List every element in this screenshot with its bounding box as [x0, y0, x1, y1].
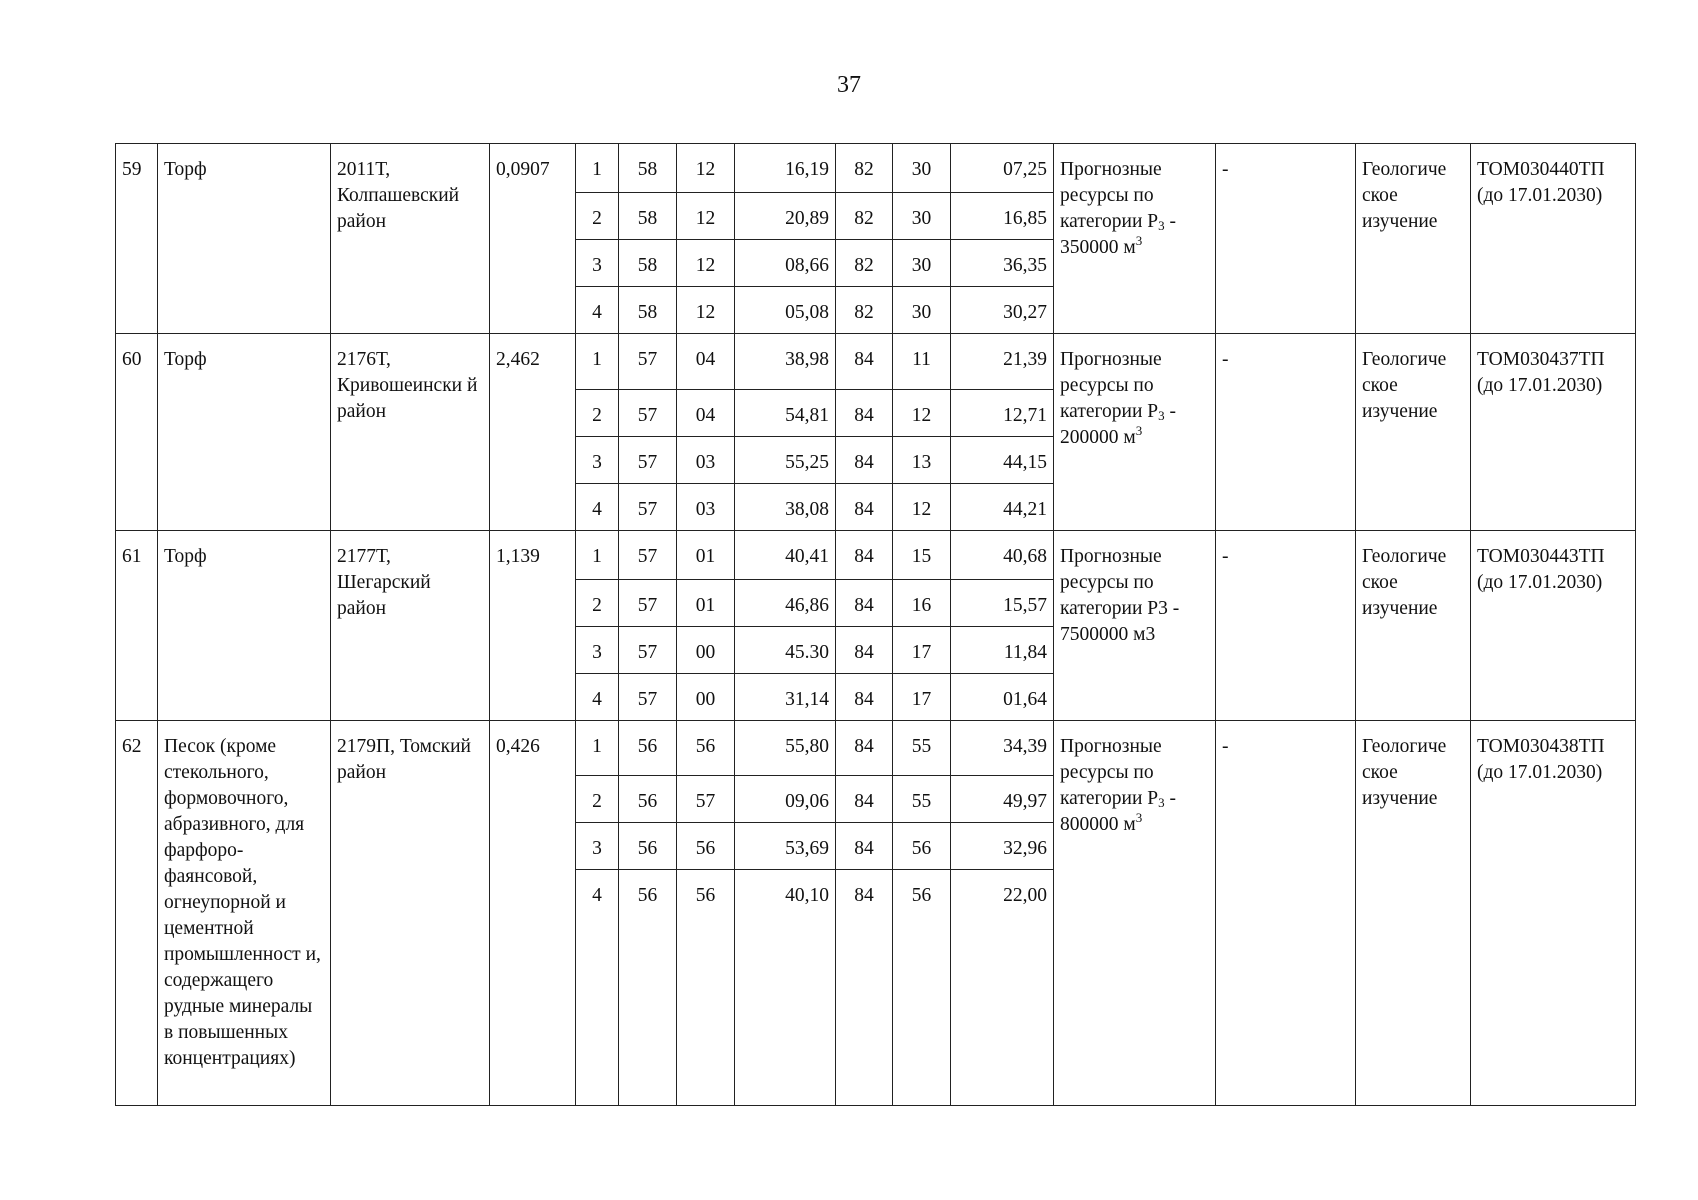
unit-superscript: 3 [1135, 233, 1143, 248]
coord-point: 2 [576, 776, 619, 823]
resources-amount: - 350000 м [1060, 211, 1176, 258]
lon-seconds: 34,39 [951, 721, 1054, 776]
lon-degrees: 84 [836, 580, 893, 627]
coord-point: 4 [576, 287, 619, 334]
lat-degrees: 56 [619, 721, 677, 776]
lat-seconds: 05,08 [735, 287, 836, 334]
lon-seconds: 30,27 [951, 287, 1054, 334]
lat-minutes: 00 [677, 627, 735, 674]
lon-seconds: 15,57 [951, 580, 1054, 627]
category-subscript: 3 [1158, 218, 1165, 233]
coord-point: 3 [576, 823, 619, 870]
lon-degrees: 84 [836, 870, 893, 1106]
lon-seconds: 32,96 [951, 823, 1054, 870]
lon-minutes: 17 [893, 674, 951, 721]
lon-degrees: 84 [836, 390, 893, 437]
license-cell: ТОМ030443ТП (до 17.01.2030) [1471, 531, 1636, 721]
lon-minutes: 17 [893, 627, 951, 674]
site-cell: 2176Т, Кривошеински й район [331, 334, 490, 531]
license-cell: ТОМ030438ТП (до 17.01.2030) [1471, 721, 1636, 1106]
lat-minutes: 00 [677, 674, 735, 721]
lat-minutes: 12 [677, 287, 735, 334]
lat-seconds: 40,10 [735, 870, 836, 1106]
coord-point: 4 [576, 870, 619, 1106]
coord-point: 1 [576, 334, 619, 390]
site-cell: 2011Т, Колпашевский район [331, 144, 490, 334]
lat-seconds: 38,98 [735, 334, 836, 390]
lon-minutes: 12 [893, 484, 951, 531]
lat-minutes: 57 [677, 776, 735, 823]
lon-minutes: 56 [893, 870, 951, 1106]
lat-minutes: 03 [677, 484, 735, 531]
lon-minutes: 16 [893, 580, 951, 627]
purpose-cell: Геологиче ское изучение [1356, 334, 1471, 531]
mineral-cell: Торф [158, 334, 331, 531]
mineral-cell: Торф [158, 531, 331, 721]
table-row [116, 531, 1636, 580]
reserves-cell: - [1216, 531, 1356, 721]
lon-minutes: 56 [893, 823, 951, 870]
coord-point: 3 [576, 627, 619, 674]
resources-cell [1054, 334, 1216, 531]
category-subscript: 3 [1158, 408, 1165, 423]
lon-seconds: 12,71 [951, 390, 1054, 437]
lon-degrees: 82 [836, 287, 893, 334]
coord-point: 1 [576, 721, 619, 776]
reserves-cell: - [1216, 334, 1356, 531]
lat-minutes: 03 [677, 437, 735, 484]
lon-minutes: 30 [893, 287, 951, 334]
lat-seconds: 53,69 [735, 823, 836, 870]
area-cell: 2,462 [490, 334, 576, 531]
page-number: 37 [837, 72, 861, 98]
lat-seconds: 54,81 [735, 390, 836, 437]
lon-minutes: 55 [893, 776, 951, 823]
resources-cell [1054, 721, 1216, 1106]
area-cell: 0,426 [490, 721, 576, 1106]
resources-text: Прогнозные ресурсы по категории Р [1060, 159, 1162, 232]
lat-minutes: 04 [677, 390, 735, 437]
area-cell: 1,139 [490, 531, 576, 721]
lat-minutes: 12 [677, 240, 735, 287]
lon-minutes: 30 [893, 193, 951, 240]
lat-degrees: 57 [619, 531, 677, 580]
lon-degrees: 84 [836, 823, 893, 870]
lon-minutes: 30 [893, 240, 951, 287]
reserves-cell: - [1216, 144, 1356, 334]
resources-cell [1054, 144, 1216, 334]
lat-minutes: 04 [677, 334, 735, 390]
lon-seconds: 21,39 [951, 334, 1054, 390]
lon-minutes: 15 [893, 531, 951, 580]
lat-seconds: 31,14 [735, 674, 836, 721]
lat-degrees: 56 [619, 823, 677, 870]
lon-seconds: 44,15 [951, 437, 1054, 484]
lat-seconds: 45.30 [735, 627, 836, 674]
lon-minutes: 12 [893, 390, 951, 437]
lat-degrees: 58 [619, 193, 677, 240]
table-row [116, 721, 1636, 776]
lat-minutes: 01 [677, 580, 735, 627]
lon-degrees: 84 [836, 484, 893, 531]
resources-text: Прогнозные ресурсы по категории Р [1060, 349, 1162, 422]
lat-degrees: 58 [619, 287, 677, 334]
row-number: 60 [116, 334, 158, 531]
reserves-cell: - [1216, 721, 1356, 1106]
lat-degrees: 57 [619, 390, 677, 437]
lat-minutes: 56 [677, 721, 735, 776]
lat-degrees: 58 [619, 144, 677, 193]
lon-seconds: 36,35 [951, 240, 1054, 287]
lon-seconds: 11,84 [951, 627, 1054, 674]
lon-seconds: 49,97 [951, 776, 1054, 823]
row-number: 59 [116, 144, 158, 334]
lat-seconds: 20,89 [735, 193, 836, 240]
site-cell: 2179П, Томский район [331, 721, 490, 1106]
lat-degrees: 57 [619, 627, 677, 674]
table-row [116, 334, 1636, 390]
lon-degrees: 82 [836, 144, 893, 193]
table-row [116, 144, 1636, 193]
lon-degrees: 84 [836, 334, 893, 390]
lat-seconds: 46,86 [735, 580, 836, 627]
lon-degrees: 84 [836, 437, 893, 484]
lon-degrees: 84 [836, 627, 893, 674]
site-cell: 2177Т, Шегарский район [331, 531, 490, 721]
purpose-cell: Геологиче ское изучение [1356, 144, 1471, 334]
coord-point: 4 [576, 484, 619, 531]
lon-seconds: 01,64 [951, 674, 1054, 721]
coord-point: 4 [576, 674, 619, 721]
lon-seconds: 40,68 [951, 531, 1054, 580]
row-number: 62 [116, 721, 158, 1106]
lon-degrees: 84 [836, 776, 893, 823]
unit-superscript: 3 [1135, 423, 1143, 438]
lon-degrees: 84 [836, 531, 893, 580]
unit-superscript: 3 [1135, 810, 1143, 825]
coord-point: 2 [576, 193, 619, 240]
coord-point: 3 [576, 240, 619, 287]
lat-degrees: 57 [619, 484, 677, 531]
coord-point: 2 [576, 580, 619, 627]
purpose-cell: Геологиче ское изучение [1356, 531, 1471, 721]
lat-minutes: 56 [677, 870, 735, 1106]
lat-seconds: 09,06 [735, 776, 836, 823]
lat-degrees: 56 [619, 776, 677, 823]
lon-minutes: 13 [893, 437, 951, 484]
resources-amount: - 200000 м [1060, 401, 1176, 448]
coord-point: 1 [576, 531, 619, 580]
lat-seconds: 16,19 [735, 144, 836, 193]
lat-minutes: 01 [677, 531, 735, 580]
lon-degrees: 82 [836, 240, 893, 287]
lon-degrees: 84 [836, 721, 893, 776]
license-cell: ТОМ030440ТП (до 17.01.2030) [1471, 144, 1636, 334]
lon-seconds: 22,00 [951, 870, 1054, 1106]
resources-cell [1054, 531, 1216, 721]
resources-text: Прогнозные ресурсы по категории Р [1060, 736, 1162, 809]
lat-minutes: 56 [677, 823, 735, 870]
lon-minutes: 55 [893, 721, 951, 776]
coord-point: 2 [576, 390, 619, 437]
lat-seconds: 55,80 [735, 721, 836, 776]
lon-minutes: 11 [893, 334, 951, 390]
lon-seconds: 07,25 [951, 144, 1054, 193]
lon-seconds: 44,21 [951, 484, 1054, 531]
lat-degrees: 57 [619, 580, 677, 627]
purpose-cell: Геологиче ское изучение [1356, 721, 1471, 1106]
lat-seconds: 40,41 [735, 531, 836, 580]
lon-minutes: 30 [893, 144, 951, 193]
license-cell: ТОМ030437ТП (до 17.01.2030) [1471, 334, 1636, 531]
license-registry-table [115, 143, 1636, 1106]
lat-degrees: 57 [619, 334, 677, 390]
coord-point: 3 [576, 437, 619, 484]
lat-seconds: 55,25 [735, 437, 836, 484]
resources-amount: - 800000 м [1060, 788, 1176, 835]
lat-minutes: 12 [677, 144, 735, 193]
lat-degrees: 57 [619, 437, 677, 484]
lat-minutes: 12 [677, 193, 735, 240]
mineral-cell: Торф [158, 144, 331, 334]
lat-seconds: 08,66 [735, 240, 836, 287]
lat-degrees: 58 [619, 240, 677, 287]
lon-degrees: 84 [836, 674, 893, 721]
lat-seconds: 38,08 [735, 484, 836, 531]
category-subscript: 3 [1158, 795, 1165, 810]
row-number: 61 [116, 531, 158, 721]
lat-degrees: 57 [619, 674, 677, 721]
lon-degrees: 82 [836, 193, 893, 240]
resources-text: Прогнозные ресурсы по категории Р3 - 7500000 м3 [1060, 546, 1180, 645]
lat-degrees: 56 [619, 870, 677, 1106]
area-cell: 0,0907 [490, 144, 576, 334]
lon-seconds: 16,85 [951, 193, 1054, 240]
mineral-cell: Песок (кроме стекольного, формовочного, абразивного, для фарфоро-фаянсовой, огнеупорной и цементной промышленност и, содержащего рудные минералы в повышенных концентрациях) [158, 721, 331, 1106]
coord-point: 1 [576, 144, 619, 193]
